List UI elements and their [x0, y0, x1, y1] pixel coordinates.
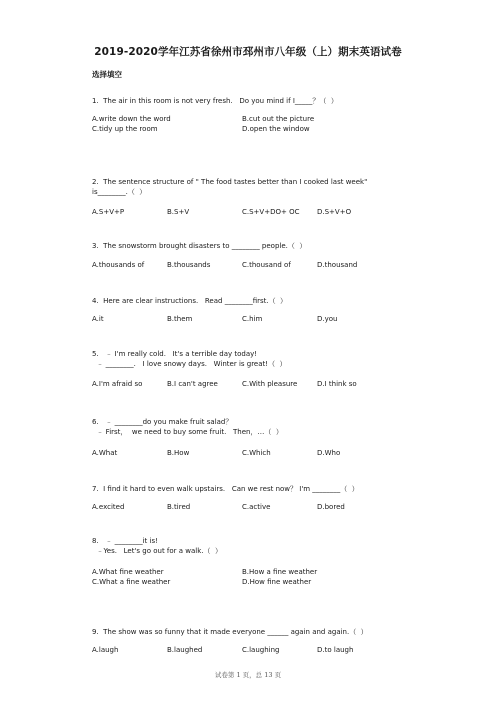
option-a[interactable]: A.S+V+P — [92, 208, 125, 216]
option-c[interactable]: C.tidy up the room — [92, 125, 158, 133]
option-a[interactable]: A.laugh — [92, 646, 119, 654]
option-d[interactable]: D.S+V+O — [317, 208, 352, 216]
option-b[interactable]: B.thousands — [167, 261, 211, 269]
option-c[interactable]: C.What a fine weather — [92, 578, 171, 586]
question-7-stem: 7. I find it hard to even walk upstairs. Can we rest now？ I'm ________（ ） — [92, 485, 359, 493]
option-a[interactable]: A.What — [92, 449, 118, 457]
option-b[interactable]: B.laughed — [167, 646, 203, 654]
question-5-stem: 5. ﹣ I'm really cold. It's a terrible day today! ﹣ ________. I love snowy days. Winter is great!（ ） — [92, 350, 287, 368]
option-d[interactable]: D.bored — [317, 503, 345, 511]
question-9-options — [92, 645, 422, 655]
exam-title: 2019-2020学年江苏省徐州市邳州市八年级（上）期末英语试卷 — [94, 46, 402, 58]
option-b[interactable]: B.S+V — [167, 208, 190, 216]
option-c[interactable]: C.him — [242, 315, 263, 323]
option-a[interactable]: A.thousands of — [92, 261, 145, 269]
option-b[interactable]: B.cut out the picture — [242, 115, 315, 123]
question-6-stem: 6. ﹣ ________do you make fruit salad？ ﹣ First， we need to buy some fruit. Then，…（ ） — [92, 418, 283, 436]
option-a[interactable]: A.excited — [92, 503, 125, 511]
question-8-options — [92, 567, 422, 587]
option-d[interactable]: D.How fine weather — [242, 578, 312, 586]
option-a[interactable]: A.write down the word — [92, 115, 171, 123]
question-3-stem: 3. The snowstorm brought disasters to ________ people.（ ） — [92, 242, 307, 250]
question-9-stem: 9. The show was so funny that it made everyone ______ again and again.（ ） — [92, 628, 368, 636]
option-c[interactable]: C.thousand of — [242, 261, 291, 269]
question-7-options — [92, 502, 422, 512]
question-2-options — [92, 207, 422, 217]
option-b[interactable]: B.How — [167, 449, 190, 457]
question-1-stem: 1. The air in this room is not very fresh. Do you mind if I_____？（ ） — [92, 97, 338, 105]
option-d[interactable]: D.to laugh — [317, 646, 354, 654]
option-c[interactable]: C.With pleasure — [242, 380, 298, 388]
option-a[interactable]: A.it — [92, 315, 104, 323]
question-5-options — [92, 379, 422, 389]
option-c[interactable]: C.Which — [242, 449, 271, 457]
option-d[interactable]: D.thousand — [317, 261, 358, 269]
option-c[interactable]: C.laughing — [242, 646, 280, 654]
question-3-options — [92, 260, 422, 270]
question-1-options — [92, 114, 422, 134]
option-d[interactable]: D.I think so — [317, 380, 357, 388]
section-heading: 选择填空 — [92, 70, 122, 79]
option-b[interactable]: B.How a fine weather — [242, 568, 318, 576]
question-2-stem: 2. The sentence structure of " The food tastes better than I cooked last week" is________.（ ） — [92, 178, 368, 196]
option-b[interactable]: B.tired — [167, 503, 191, 511]
option-c[interactable]: C.S+V+DO+ OC — [242, 208, 300, 216]
option-d[interactable]: D.Who — [317, 449, 341, 457]
option-d[interactable]: D.open the window — [242, 125, 310, 133]
page-footer: 试卷第 1 页，总 13 页 — [214, 671, 282, 679]
question-4-options — [92, 314, 422, 324]
option-a[interactable]: A.What fine weather — [92, 568, 164, 576]
option-c[interactable]: C.active — [242, 503, 271, 511]
option-d[interactable]: D.you — [317, 315, 338, 323]
question-4-stem: 4. Here are clear instructions. Read ________first.（ ） — [92, 297, 288, 305]
option-b[interactable]: B.them — [167, 315, 193, 323]
option-b[interactable]: B.I can't agree — [167, 380, 218, 388]
option-a[interactable]: A.I'm afraid so — [92, 380, 143, 388]
question-6-options — [92, 448, 422, 458]
question-8-stem: 8. ﹣ ________it is! ﹣Yes. Let's go out for a walk.（ ） — [92, 537, 222, 555]
